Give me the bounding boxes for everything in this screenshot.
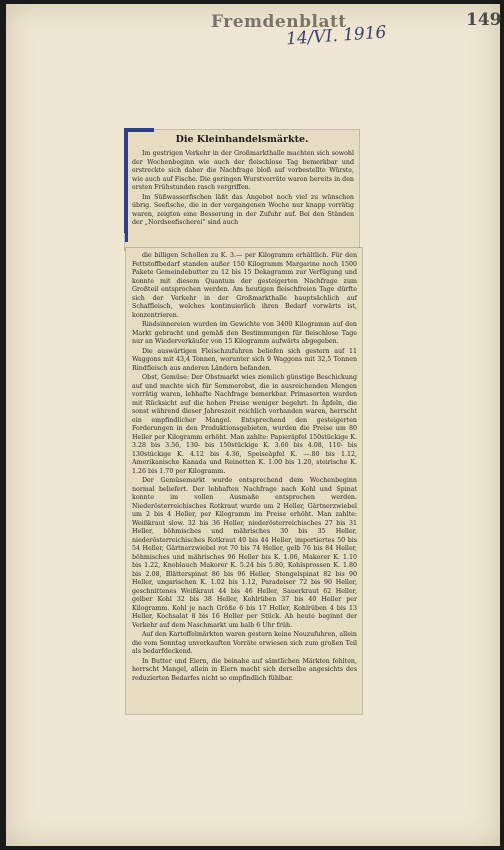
article-paragraph: Rindsinnereien wurden im Gewichte von 3400 Kilogramm auf den Markt gebracht und gemäß den Bestimmungen für fleischlose Tage nur an Wiederverkäufer von 15 Kilogramm aufwärts abgegeben. (132, 321, 357, 345)
article-paragraph: Im gestrigen Verkehr in der Großmarkthalle machten sich sowohl der Wochenbeginn wie auch der fleischlose Tag bemerkbar und erstreckte sich daher die Nachfrage bloß auf vorbestellte Würste, wie auch auf Fische. Die geringen Wurstvorräte waren bereits in den ersten Frühstunden rasch vergriffen. (132, 150, 354, 191)
article-paragraph: Im Süßwasserfischen läßt das Angebot noch viel zu wünschen übrig. Seefische, die in der vergangenen Woche nur knapp vorrätig waren, zeigten eine Besserung in der Zufuhr auf. Bei den Ständen der „Nordseefischerei" sind auch (132, 193, 354, 226)
handwritten-date: 14/VI. 1916 (285, 22, 388, 50)
article-paragraph: In Butter und Eiern, die beinahe auf sämtlichen Märkten fehlten, herrscht Mangel, allein in Eiern macht sich derselbe angesichts des reduzierten Bedarfes nicht so empfindlich fühlbar. (132, 657, 357, 682)
page-number: 149 (466, 10, 502, 30)
newspaper-name: Fremdenblatt (211, 12, 347, 32)
article-paragraph: Obst, Gemüse: Der Obstmarkt wies ziemlich günstige Beschickung auf und machte sich für Sommerobst, die in ausreichenden Mengen vorrätig waren, lebhafte Nachfrage bemerkbar. Primasorten wurden mit Rücksicht auf die hohen Preise weniger begehrt. In Äpfeln, die sonst während dieser Jahreszeit reichlich vorhanden waren, herrscht ein empfindlicher Mangel. Entsprechend den gesteigerten Forderungen in den Produktionsgebieten, wurden die Preise um 80 Heller per Kilogramm erhöht. Man zahlte: Papieräpfel 150stückige K. 3.28 bis 3.56, 130- bis 150stückige K. 3.60 bis 4.08, 110- bis 130stückige K. 4.12 bis 4.36, Speiseäpfel K. —.80 bis 1.12, Amerikanische Kanada und Reinetten K. 1.00 bis 1.20, steirische K. 1.26 bis 1.70 per Kilogramm. (132, 374, 357, 475)
article-paragraph: die billigen Schollen zu K. 3.— per Kilogramm erhältlich. Für den Fettstoffbedarf standen außer 150 Kilogramm Margarine noch 1500 Pakete Gemeindebutter zu 12 bis 15 Dekagramm zur Verfügung und konnte mit diesem Quantum der gesteigerten Nachfrage zum Großteil entsprochen werden. Am heutigen fleischfreien Tage dürfte sich der Verkehr in der Großmarkthalle hauptsächlich auf Schaffleisch, welches kontinuierlich ihren Bedarf vorwärts ist, konzentrieren. (132, 252, 357, 319)
article-title: Die Kleinhandelsmärkte. (175, 134, 309, 145)
article-paragraph: Der Gemüsemarkt wurde entsprechend dem Wochenbeginn normal beliefert. Der lebhaften Nachfrage nach Kohl und Spinat konnte im vollen Ausmaße entsprochen werden. Niederösterreichisches Rotkraut wurde um 2 Heller, Gärtnerzwiebel um 2 bis 4 Heller, per Kilogramm im Preise erhöht. Man zahlte: Weißkraut slow. 32 bis 36 Heller, niederösterreichisches 27 bis 31 Heller, böhmisches und mährisches 30 bis 35 Heller, niederösterreichisches Rotkraut 40 bis 44 Heller, importiertes 50 bis 54 Heller, Gärtnerzwiebel rot 70 bis 74 Heller, gelb 76 bis 84 Heller, böhmisches und mährisches 96 Heller bis K. 1.06, Makorer K. 1.10 bis 1.22, Knoblauch Makorer K. 5.24 bis 5.80, Kohlsprossen K. 1.80 bis 2.08, Blätterspinat 86 bis 96 Heller, Stengelspinat 82 bis 90 Heller, ungarischen K. 1.02 bis 1.12, Paradeiser 72 bis 90 Heller, geschnittenes Weißkraut 44 bis 46 Heller, Sauerkraut 62 Heller, gelber Kohl 32 bis 38 Heller, Kohlrüben 37 bis 40 Heller per Kilogramm. Kohl je nach Größe 6 bis 17 Heller, Kohlrüben 4 bis 13 Heller, Kochsalat 8 bis 16 Heller per Stück. Ab heute beginnt der Verkehr auf dem Naschmarkt um halb 6 Uhr früh. (132, 477, 357, 629)
article-paragraph: Die auswärtigen Fleischzufuhren beliefen sich gestern auf 11 Waggons mit 43,4 Tonnen, worunter sich 9 Waggons mit 32,5 Tonnen Rindfleisch aus anderen Ländern befanden. (132, 347, 357, 372)
blue-pencil-mark-lower (125, 202, 128, 242)
article-column-top (132, 150, 354, 229)
article-paragraph: Auf den Kartoffelmärkten waren gestern keine Neuzufuhren, allein die vom Sonntag unverkauften Vorräte erwiesen sich zum großen Teil als bedarfdeckend. (132, 631, 357, 655)
blue-pencil-mark-top (124, 128, 154, 132)
article-column-bottom (132, 252, 357, 684)
